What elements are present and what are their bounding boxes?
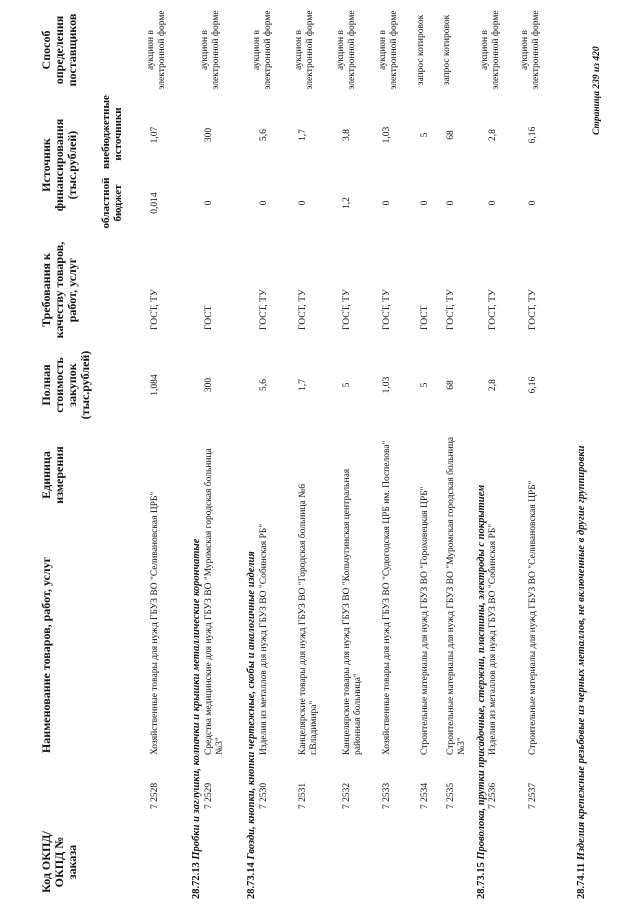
row-regional: 0: [204, 200, 214, 206]
row-code: 7 2531: [298, 782, 308, 809]
row-method: аукцион в электронной форме: [200, 10, 221, 90]
row-method: аукцион в электронной форме: [294, 10, 315, 90]
row-method: аукцион в электронной форме: [252, 10, 273, 90]
row-req: ГОСТ: [204, 305, 214, 330]
header-req: Требования к качеству товаров, работ, услуг: [39, 241, 79, 339]
row-extra: 1,07: [150, 126, 160, 144]
row-req: ГОСТ, ТУ: [259, 289, 269, 330]
group-title: Пробки и заглушки, колпачки и крышки металлические корончатые: [191, 538, 202, 860]
row-cost: 1,084: [150, 374, 160, 396]
row-cost: 300: [204, 377, 214, 393]
row-name: Канцелярские товары для нужд ГБУЗ ВО "Городская больница №6 г.Владимира": [298, 484, 319, 755]
row-cost: 5: [420, 382, 430, 388]
row-name: Канцелярские товары для нужд ГБУЗ ВО "Кольчугинская центральная районная больница": [342, 468, 363, 755]
row-name: Хозяйственные товары для нужд ГБУЗ ВО "Судогодская ЦРБ им. Поспелова": [382, 440, 392, 755]
row-method: аукцион в электронной форме: [520, 10, 541, 90]
row-req: ГОСТ, ТУ: [488, 289, 498, 330]
group-code: 28.73.15: [476, 862, 487, 899]
row-name: Строительные материалы для нужд ГБУЗ ВО "Селивановская ЦРБ": [528, 480, 538, 755]
row-req: ГОСТ: [420, 305, 430, 330]
group-title: Изделия крепежные резьбовые из черных металлов, не включенные в другие группировки: [576, 445, 587, 861]
row-regional: 0: [446, 200, 456, 206]
row-method: запрос котировок: [416, 14, 426, 86]
group-heading: [576, 446, 587, 900]
row-cost: 1,7: [298, 379, 308, 391]
header-cost: Полная стоимость закупок (тыс.рублей): [39, 350, 92, 420]
row-req: ГОСТ, ТУ: [298, 289, 308, 330]
row-method: аукцион в электронной форме: [378, 10, 399, 90]
group-code: 28.73.14: [246, 862, 257, 899]
row-regional: 0: [528, 200, 538, 206]
row-code: 7 2535: [446, 782, 456, 809]
row-code: 7 2537: [528, 782, 538, 809]
header-source-regional: областной бюджет: [100, 177, 124, 229]
row-cost: 2,8: [488, 379, 498, 391]
row-regional: 0,014: [150, 192, 160, 214]
row-regional: 0: [382, 200, 392, 206]
header-name: Наименование товаров, работ, услуг: [39, 556, 53, 754]
row-cost: 1,03: [382, 376, 392, 394]
page-label: Страница 239 из 420: [592, 46, 602, 135]
row-code: 7 2533: [382, 782, 392, 809]
row-code: 7 2534: [420, 782, 430, 809]
row-req: ГОСТ, ТУ: [342, 289, 352, 330]
row-method: аукцион в электронной форме: [146, 10, 167, 90]
row-req: ГОСТ, ТУ: [528, 289, 538, 330]
row-cost: 5,6: [259, 379, 269, 391]
group-code: 28.72.13: [191, 862, 202, 899]
row-req: ГОСТ, ТУ: [446, 289, 456, 330]
header-source: Источник финансирования (тыс.рублей): [39, 118, 79, 212]
header-unit: Единица измерения: [39, 446, 66, 504]
row-cost: 68: [446, 380, 456, 390]
row-name: Изделия из металлов для нужд ГБУЗ ВО "Собинская РБ": [259, 523, 269, 755]
row-code: 7 2530: [259, 782, 269, 809]
row-regional: 0: [420, 200, 430, 206]
row-cost: 6,16: [528, 376, 538, 394]
row-extra: 300: [204, 127, 214, 143]
row-extra: 5: [420, 132, 430, 138]
row-cost: 5: [342, 382, 352, 388]
row-code: 7 2529: [204, 782, 214, 809]
row-extra: 6,16: [528, 126, 538, 144]
row-extra: 68: [446, 130, 456, 140]
row-method: аукцион в электронной форме: [336, 10, 357, 90]
row-extra: 3,8: [342, 129, 352, 141]
group-heading: [246, 551, 257, 899]
row-extra: 5,6: [259, 129, 269, 141]
row-extra: 1,03: [382, 126, 392, 144]
header-method: Способ определения поставщиков: [39, 13, 79, 87]
header-code: Код ОКПД/ ОКПД № заказа: [39, 831, 79, 893]
row-req: ГОСТ, ТУ: [382, 289, 392, 330]
row-method: запрос котировок: [442, 14, 452, 86]
group-heading: [476, 485, 487, 899]
group-title: Проволока, прутки присадочные, стержни, пластины, электроды с покрытием: [476, 484, 487, 860]
row-regional: 0: [259, 200, 269, 206]
row-extra: 2,8: [488, 129, 498, 141]
header-source-extra: внебюджетные источники: [100, 95, 124, 169]
row-name: Изделия из металлов для нужд ГБУЗ ВО "Собинская РБ": [488, 523, 498, 755]
row-req: ГОСТ, ТУ: [150, 289, 160, 330]
row-code: 7 2528: [150, 782, 160, 809]
row-name: Средства медицинские для нужд ГБУЗ ВО "Муромская городская больница №3": [204, 448, 225, 755]
row-regional: 0: [488, 200, 498, 206]
row-method: аукцион в электронной форме: [480, 10, 501, 90]
row-regional: 0: [298, 200, 308, 206]
row-name: Строительные материалы для нужд ГБУЗ ВО "Муромская городская больница №3": [446, 436, 467, 755]
row-code: 7 2532: [342, 782, 352, 809]
row-name: Строительные материалы для нужд ГБУЗ ВО "Гороховецкая ЦРБ": [420, 486, 430, 755]
group-heading: [191, 539, 202, 899]
row-code: 7 2536: [488, 782, 498, 809]
row-regional: 1,2: [342, 197, 352, 209]
row-extra: 1,7: [298, 129, 308, 141]
row-name: Хозяйственные товары для нужд ГБУЗ ВО "Селивановская ЦРБ": [150, 491, 160, 755]
group-title: Гвозди, кнопки, кнопки чертежные, скобы и аналогичные изделия: [246, 551, 257, 860]
group-code: 28.74.11: [576, 862, 587, 899]
